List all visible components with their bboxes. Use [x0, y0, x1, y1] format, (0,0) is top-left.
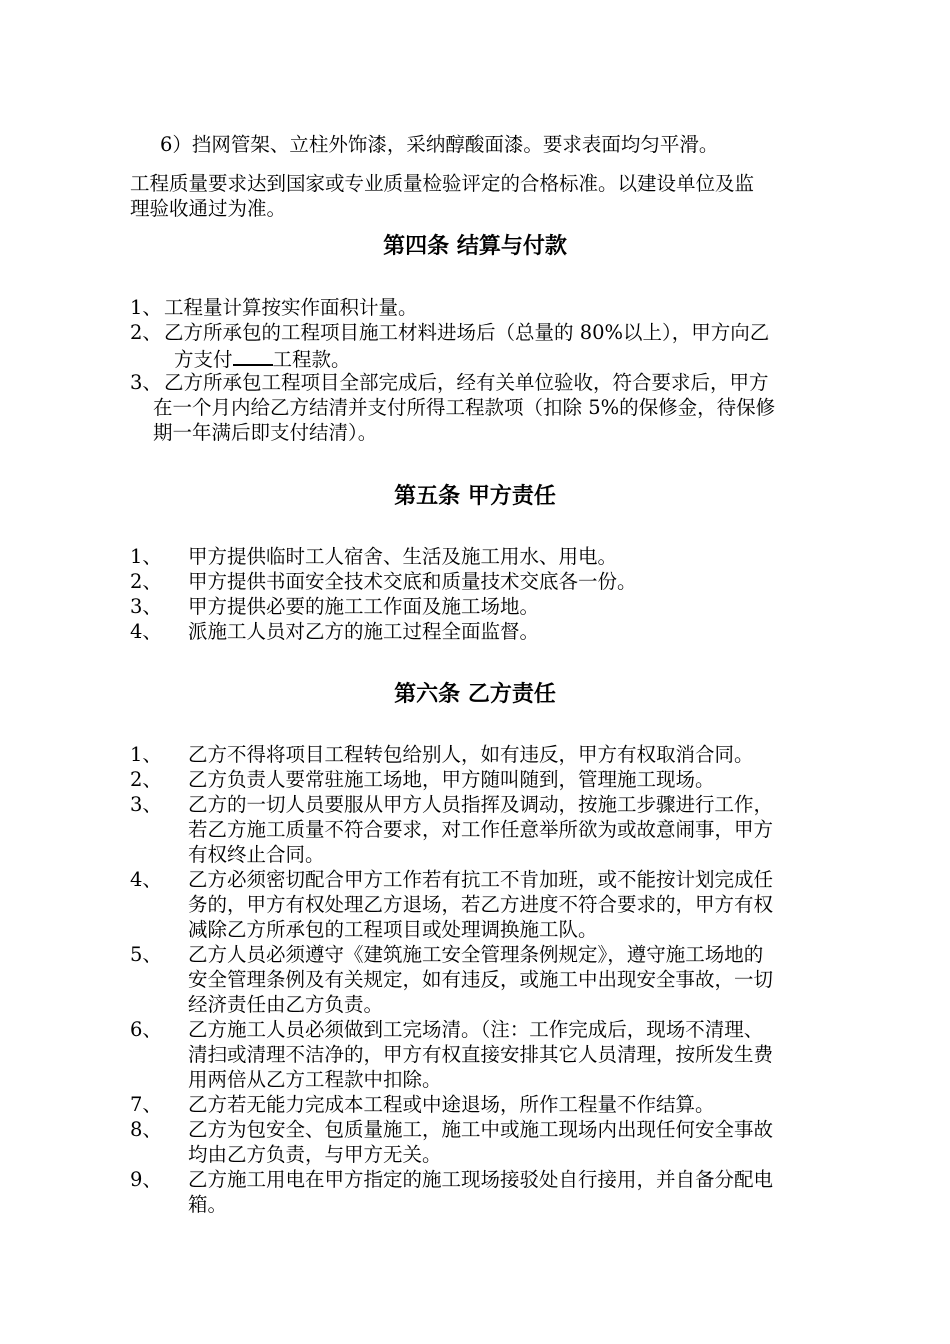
item-6-paint: 6）挡网管架、立柱外饰漆，采纳醇酸面漆。要求表面均匀平滑。 [160, 133, 719, 156]
section-6-item-8-line-2: 均由乙方负责，与甲方无关。 [188, 1143, 442, 1166]
section-6-item-8-line-1: 乙方为包安全、包质量施工，施工中或施工现场内出现任何安全事故 [188, 1118, 774, 1141]
section-6-item-4-line-3: 减除乙方所承包的工程项目或处理调换施工队。 [188, 918, 598, 941]
section-4-item-1-number: 1、 [130, 296, 162, 319]
section-6-item-6-line-1: 乙方施工人员必须做到工完场清。（注：工作完成后，现场不清理、 [188, 1018, 764, 1041]
section-6-item-4-line-2: 务的，甲方有权处理乙方退场，若乙方进度不符合要求的，甲方有权 [188, 893, 774, 916]
section-4-item-2-line-1: 乙方所承包的工程项目施工材料进场后（总量的 80%以上），甲方向乙 [164, 321, 770, 344]
payment-text-suffix: 工程款。 [272, 348, 351, 371]
section-4-item-1-text: 工程量计算按实作面积计量。 [164, 296, 418, 319]
section-6-item-3-line-2: 若乙方施工质量不符合要求，对工作任意举所欲为或故意闹事，甲方 [188, 818, 774, 841]
section-6-item-6-line-3: 用两倍从乙方工程款中扣除。 [188, 1068, 442, 1091]
section-6-title: 第六条 乙方责任 [394, 681, 556, 707]
section-6-item-1-number: 1、 [130, 743, 162, 766]
section-6-item-7-text: 乙方若无能力完成本工程或中途退场，所作工程量不作结算。 [188, 1093, 715, 1116]
section-5-item-2-text: 甲方提供书面安全技术交底和质量技术交底各一份。 [188, 570, 637, 593]
section-5-item-1-number: 1、 [130, 545, 162, 568]
payment-amount-blank[interactable] [233, 346, 273, 366]
section-4-item-2-line-2 [174, 346, 351, 372]
section-6-item-9-number: 9、 [130, 1168, 162, 1191]
section-4-title: 第四条 结算与付款 [383, 233, 567, 259]
section-6-item-1-text: 乙方不得将项目工程转包给别人，如有违反，甲方有权取消合同。 [188, 743, 754, 766]
section-4-item-3-line-1: 乙方所承包工程项目全部完成后，经有关单位验收，符合要求后，甲方 [164, 371, 769, 394]
section-6-item-8-number: 8、 [130, 1118, 162, 1141]
section-6-item-5-line-3: 经济责任由乙方负责。 [188, 993, 384, 1016]
section-6-item-6-number: 6、 [130, 1018, 162, 1041]
section-6-item-6-line-2: 清扫或清理不洁净的，甲方有权直接安排其它人员清理，按所发生费 [188, 1043, 774, 1066]
section-6-item-5-line-2: 安全管理条例及有关规定，如有违反，或施工中出现安全事故，一切 [188, 968, 774, 991]
section-5-item-4-number: 4、 [130, 620, 162, 643]
section-4-item-2-number: 2、 [130, 321, 162, 344]
section-6-item-5-line-1: 乙方人员必须遵守《建筑施工安全管理条例规定》，遵守施工场地的 [188, 943, 764, 966]
section-4-item-3-line-3: 期一年满后即支付结清）。 [153, 421, 378, 444]
section-5-item-2-number: 2、 [130, 570, 162, 593]
section-6-item-4-number: 4、 [130, 868, 162, 891]
quality-requirement-line-2: 理验收通过为准。 [130, 197, 287, 220]
section-6-item-9-line-1: 乙方施工用电在甲方指定的施工现场接驳处自行接用，并自备分配电 [188, 1168, 774, 1191]
section-6-item-7-number: 7、 [130, 1093, 162, 1116]
section-5-item-3-text: 甲方提供必要的施工工作面及施工场地。 [188, 595, 540, 618]
section-6-item-3-number: 3、 [130, 793, 162, 816]
section-4-item-3-number: 3、 [130, 371, 162, 394]
section-5-item-3-number: 3、 [130, 595, 162, 618]
payment-text-prefix: 方支付 [174, 348, 233, 371]
section-5-item-4-text: 派施工人员对乙方的施工过程全面监督。 [188, 620, 540, 643]
section-6-item-3-line-3: 有权终止合同。 [188, 843, 325, 866]
section-5-title: 第五条 甲方责任 [394, 483, 556, 509]
quality-requirement-line-1: 工程质量要求达到国家或专业质量检验评定的合格标准。以建设单位及监 [130, 172, 755, 195]
section-5-item-1-text: 甲方提供临时工人宿舍、生活及施工用水、用电。 [188, 545, 618, 568]
section-6-item-2-text: 乙方负责人要常驻施工场地，甲方随叫随到，管理施工现场。 [188, 768, 715, 791]
section-6-item-2-number: 2、 [130, 768, 162, 791]
section-4-item-3-line-2: 在一个月内给乙方结清并支付所得工程款项（扣除 5%的保修金，待保修 [153, 396, 776, 419]
section-6-item-3-line-1: 乙方的一切人员要服从甲方人员指挥及调动，按施工步骤进行工作， [188, 793, 774, 816]
section-6-item-5-number: 5、 [130, 943, 162, 966]
section-6-item-9-line-2: 箱。 [188, 1193, 228, 1216]
section-6-item-4-line-1: 乙方必须密切配合甲方工作若有抗工不肯加班，或不能按计划完成任 [188, 868, 774, 891]
